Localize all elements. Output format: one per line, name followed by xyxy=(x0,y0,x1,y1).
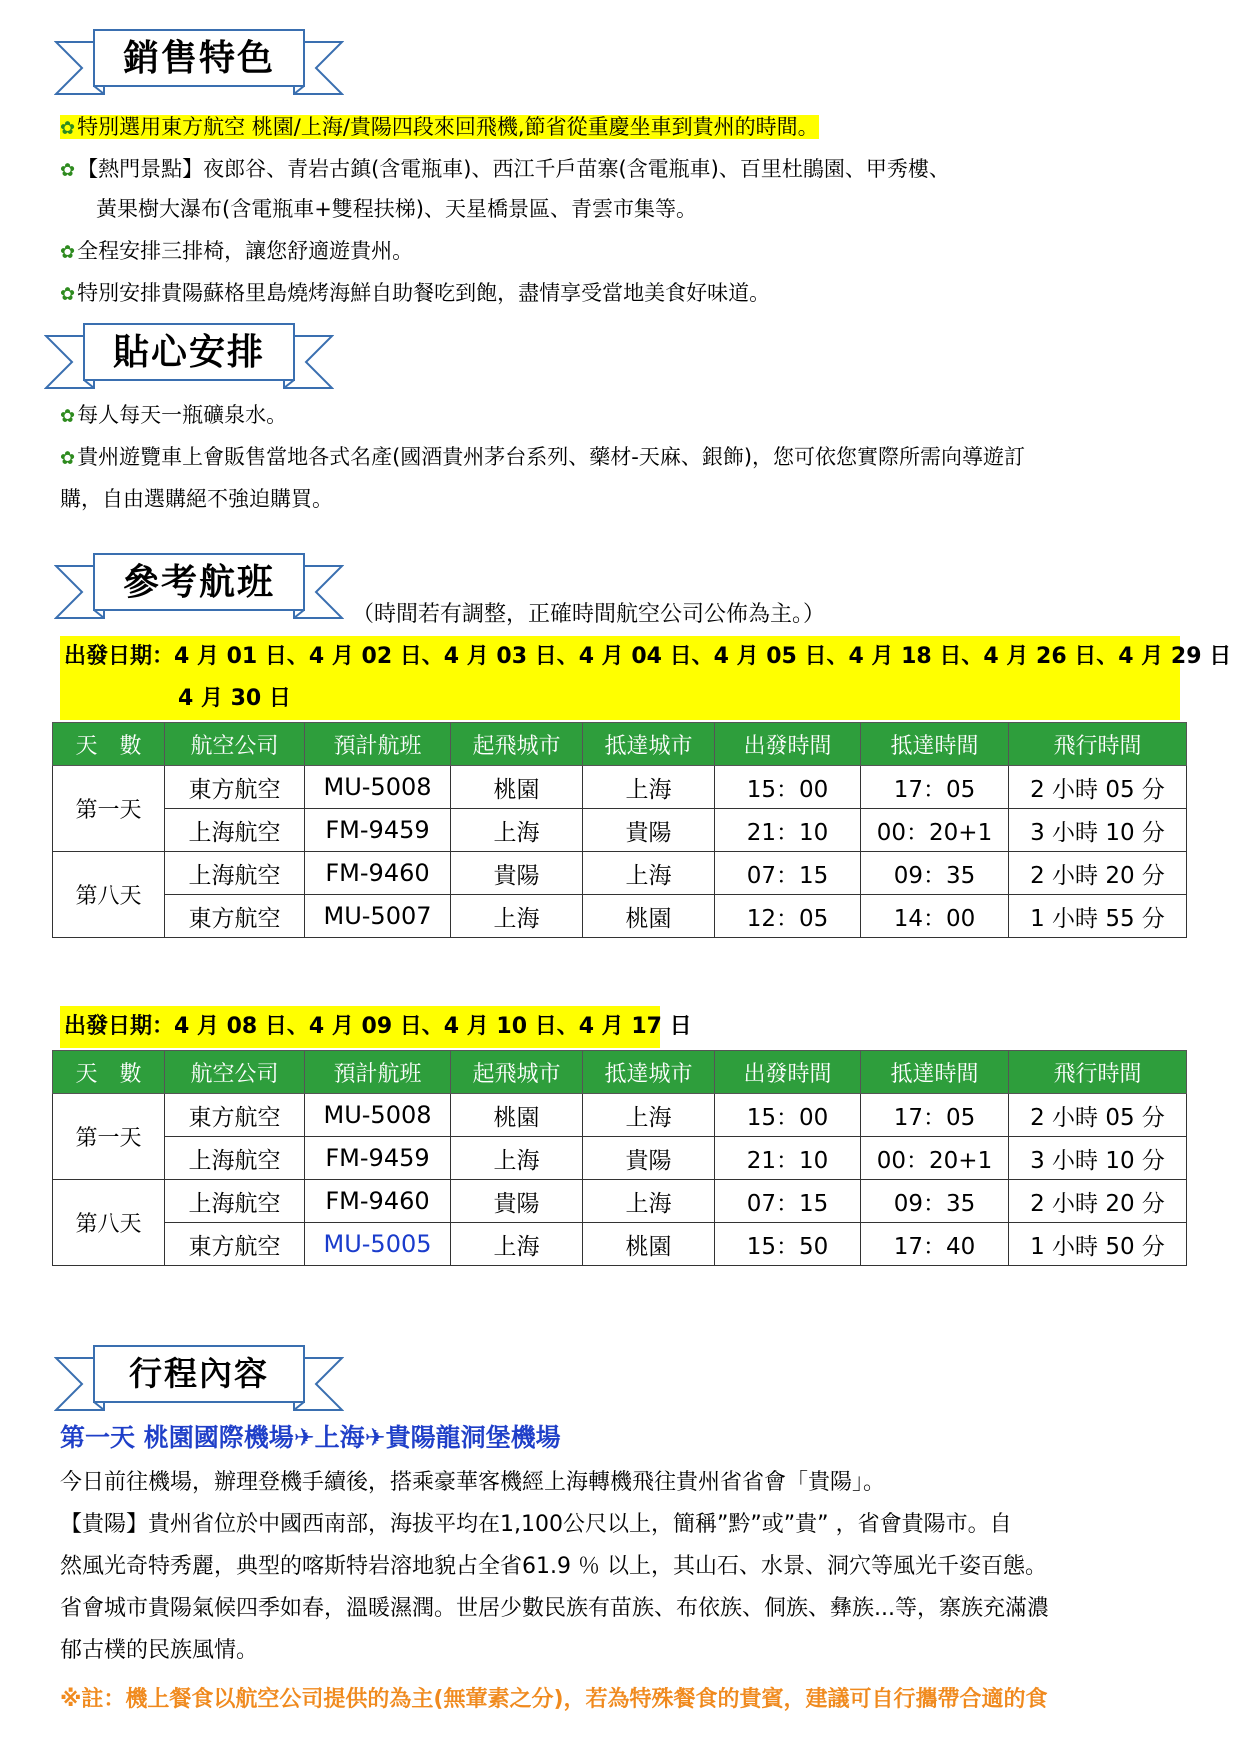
dep-time-cell: 21：10 xyxy=(715,809,861,852)
to-cell: 上海 xyxy=(583,766,715,809)
flight-table-1 xyxy=(52,722,1187,938)
flower-icon: ✿ xyxy=(60,118,76,139)
to-cell: 桃園 xyxy=(583,895,715,938)
sales-line-3: 黃果樹大瀑布(含電瓶車+雙程扶梯)、天星橋景區、青雲市集等。 xyxy=(96,197,697,221)
dep-time-cell: 15：50 xyxy=(715,1223,861,1266)
day-label: 第一天 xyxy=(53,766,165,852)
dep-time-cell: 07：15 xyxy=(715,852,861,895)
header-departure-time: 出發時間 xyxy=(715,1051,861,1094)
duration-cell: 2 小時 05 分 xyxy=(1009,1094,1187,1137)
table-row xyxy=(53,1137,1187,1180)
table-header-row xyxy=(53,723,1187,766)
table-row xyxy=(53,1094,1187,1137)
from-cell: 桃園 xyxy=(451,766,583,809)
header-days: 天 數 xyxy=(53,723,165,766)
header-duration: 飛行時間 xyxy=(1009,723,1187,766)
sales-line-5: ✿特別安排貴陽蘇格里島燒烤海鮮自助餐吃到飽，盡情享受當地美食好味道。 xyxy=(60,281,771,305)
to-cell: 上海 xyxy=(583,1180,715,1223)
arr-time-cell: 17：05 xyxy=(861,1094,1009,1137)
itinerary-paragraph: 省會城市貴陽氣候四季如春，溫暖濕潤。世居少數民族有苗族、布依族、侗族、彝族...等，寨族充滿濃 xyxy=(60,1596,1049,1621)
from-cell: 貴陽 xyxy=(451,852,583,895)
header-days: 天 數 xyxy=(53,1051,165,1094)
table-row xyxy=(53,895,1187,938)
dep-time-cell: 21：10 xyxy=(715,1137,861,1180)
duration-cell: 2 小時 05 分 xyxy=(1009,766,1187,809)
duration-cell: 2 小時 20 分 xyxy=(1009,852,1187,895)
airline-cell: 上海航空 xyxy=(165,852,305,895)
from-cell: 貴陽 xyxy=(451,1180,583,1223)
arr-time-cell: 00：20+1 xyxy=(861,809,1009,852)
header-arrival-city: 抵達城市 xyxy=(583,723,715,766)
table-header-row xyxy=(53,1051,1187,1094)
day-label: 第一天 xyxy=(53,1094,165,1180)
table-row xyxy=(53,1223,1187,1266)
sales-line-1: ✿特別選用東方航空 桃園/上海/貴陽四段來回飛機,節省從重慶坐車到貴州的時間。 xyxy=(60,115,819,139)
arr-time-cell: 09：35 xyxy=(861,852,1009,895)
airline-cell: 上海航空 xyxy=(165,1180,305,1223)
flight-table-2 xyxy=(52,1050,1187,1266)
header-duration: 飛行時間 xyxy=(1009,1051,1187,1094)
arr-time-cell: 14：00 xyxy=(861,895,1009,938)
dep-time-cell: 07：15 xyxy=(715,1180,861,1223)
flight-cell: MU-5005 xyxy=(305,1223,451,1266)
care-title: 貼心安排 xyxy=(112,331,265,373)
sales-line-4: ✿全程安排三排椅，讓您舒適遊貴州。 xyxy=(60,239,414,263)
duration-cell: 2 小時 20 分 xyxy=(1009,1180,1187,1223)
flight-cell: MU-5008 xyxy=(305,766,451,809)
to-cell: 貴陽 xyxy=(583,809,715,852)
from-cell: 上海 xyxy=(451,895,583,938)
care-line-1: ✿每人每天一瓶礦泉水。 xyxy=(60,403,288,427)
header-arrival-time: 抵達時間 xyxy=(861,1051,1009,1094)
table-row xyxy=(53,852,1187,895)
to-cell: 上海 xyxy=(583,1094,715,1137)
duration-cell: 3 小時 10 分 xyxy=(1009,809,1187,852)
header-departure-city: 起飛城市 xyxy=(451,723,583,766)
itinerary-title: 行程內容 xyxy=(129,1353,269,1393)
duration-cell: 1 小時 50 分 xyxy=(1009,1223,1187,1266)
flower-icon: ✿ xyxy=(60,242,76,263)
day1-title: 第一天 桃園國際機場✈上海✈貴陽龍洞堡機場 xyxy=(60,1423,561,1452)
to-cell: 上海 xyxy=(583,852,715,895)
sales-features-title: 銷售特色 xyxy=(122,37,275,79)
itinerary-paragraph: 然風光奇特秀麗，典型的喀斯特岩溶地貌占全省61.9 ％ 以上，其山石、水景、洞穴等風光千姿百態。 xyxy=(60,1554,1047,1579)
airline-cell: 上海航空 xyxy=(165,1137,305,1180)
header-flight: 預計航班 xyxy=(305,723,451,766)
flight-cell: FM-9460 xyxy=(305,852,451,895)
sales-features-banner xyxy=(54,24,344,104)
flight-cell: MU-5008 xyxy=(305,1094,451,1137)
care-line-2: ✿貴州遊覽車上會販售當地各式名產(國酒貴州茅台系列、藥材-天麻、銀飾)，您可依您實際所需向導遊訂 xyxy=(60,445,1026,469)
arr-time-cell: 09：35 xyxy=(861,1180,1009,1223)
header-arrival-time: 抵達時間 xyxy=(861,723,1009,766)
header-flight: 預計航班 xyxy=(305,1051,451,1094)
airline-cell: 東方航空 xyxy=(165,766,305,809)
airline-cell: 東方航空 xyxy=(165,895,305,938)
flights-title: 參考航班 xyxy=(122,561,275,603)
header-airline: 航空公司 xyxy=(165,723,305,766)
care-line-3: 購，自由選購絕不強迫購買。 xyxy=(60,487,333,511)
flower-icon: ✿ xyxy=(60,284,76,305)
arr-time-cell: 00：20+1 xyxy=(861,1137,1009,1180)
arr-time-cell: 17：05 xyxy=(861,766,1009,809)
from-cell: 上海 xyxy=(451,1223,583,1266)
itinerary-banner xyxy=(54,1340,344,1420)
from-cell: 上海 xyxy=(451,1137,583,1180)
airline-cell: 東方航空 xyxy=(165,1223,305,1266)
header-airline: 航空公司 xyxy=(165,1051,305,1094)
dep-time-cell: 15：00 xyxy=(715,766,861,809)
table-row xyxy=(53,766,1187,809)
table-row xyxy=(53,1180,1187,1223)
airline-cell: 上海航空 xyxy=(165,809,305,852)
flights-banner xyxy=(54,548,344,628)
day-label: 第八天 xyxy=(53,1180,165,1266)
itinerary-paragraph: 郁古樸的民族風情。 xyxy=(60,1638,259,1663)
flight-cell: FM-9459 xyxy=(305,809,451,852)
airline-cell: 東方航空 xyxy=(165,1094,305,1137)
duration-cell: 3 小時 10 分 xyxy=(1009,1137,1187,1180)
flower-icon: ✿ xyxy=(60,406,76,427)
header-departure-time: 出發時間 xyxy=(715,723,861,766)
flower-icon: ✿ xyxy=(60,160,76,181)
sales-line-2: ✿【熱門景點】夜郎谷、青岩古鎮(含電瓶車)、西江千戶苗寨(含電瓶車)、百里杜鵑園、甲秀樓、 xyxy=(60,157,950,181)
flight-time-note: （時間若有調整，正確時間航空公司公佈為主。） xyxy=(352,602,826,627)
duration-cell: 1 小時 55 分 xyxy=(1009,895,1187,938)
flower-icon: ✿ xyxy=(60,448,76,469)
day-label: 第八天 xyxy=(53,852,165,938)
group2-dates: 出發日期：4 月 08 日、4 月 09 日、4 月 10 日、4 月 17 日 xyxy=(60,1006,660,1048)
flight-cell: FM-9459 xyxy=(305,1137,451,1180)
itinerary-paragraph: 【貴陽】貴州省位於中國西南部，海拔平均在1,100公尺以上，簡稱”黔”或”貴” ，省會貴陽市。自 xyxy=(60,1512,1012,1537)
to-cell: 貴陽 xyxy=(583,1137,715,1180)
table-row xyxy=(53,809,1187,852)
header-arrival-city: 抵達城市 xyxy=(583,1051,715,1094)
from-cell: 上海 xyxy=(451,809,583,852)
flight-cell: MU-5007 xyxy=(305,895,451,938)
dep-time-cell: 12：05 xyxy=(715,895,861,938)
group1-dates: 出發日期：4 月 01 日、4 月 02 日、4 月 03 日、4 月 04 日、4 月 05 日、4 月 18 日、4 月 26 日、4 月 29 日 4 月 30 日 xyxy=(60,636,1180,720)
itinerary-paragraph: 今日前往機場，辦理登機手續後，搭乘豪華客機經上海轉機飛往貴州省省會「貴陽」。 xyxy=(60,1470,886,1495)
dep-time-cell: 15：00 xyxy=(715,1094,861,1137)
header-departure-city: 起飛城市 xyxy=(451,1051,583,1094)
arr-time-cell: 17：40 xyxy=(861,1223,1009,1266)
flight-cell: FM-9460 xyxy=(305,1180,451,1223)
from-cell: 桃園 xyxy=(451,1094,583,1137)
care-banner xyxy=(44,318,334,398)
to-cell: 桃園 xyxy=(583,1223,715,1266)
meal-note: ※註：機上餐食以航空公司提供的為主(無葷素之分)，若為特殊餐食的貴賓，建議可自行攜帶合適的食 xyxy=(60,1687,1048,1712)
